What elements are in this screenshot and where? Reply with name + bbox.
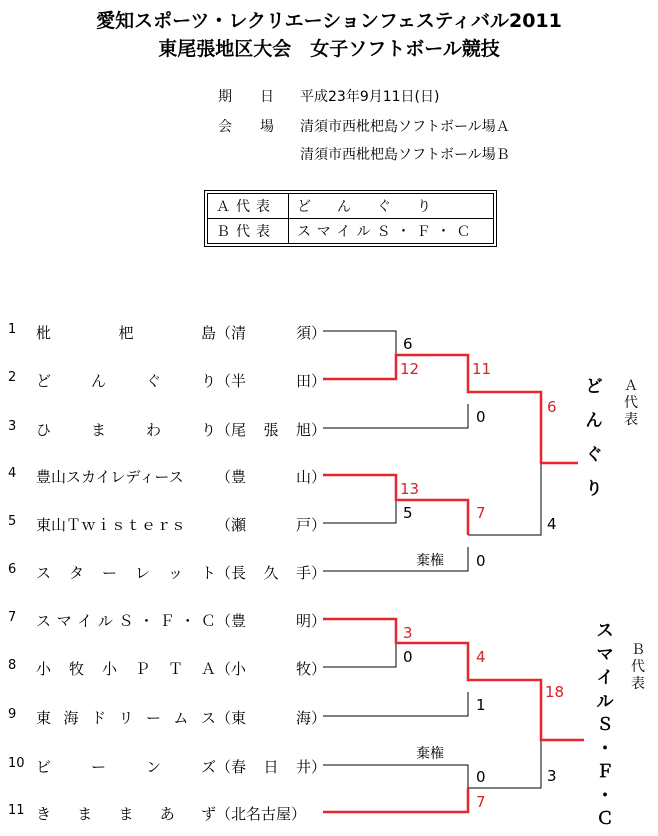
team-name: 東 海 ド リ ー ム ス (36, 709, 216, 727)
forfeit-label-2: 棄権 (416, 746, 444, 762)
bracket-line (323, 547, 468, 571)
team-number: 8 (8, 658, 17, 673)
score-m5-bot: 0 (403, 648, 413, 666)
score-m2-bot: 0 (476, 408, 486, 426)
score-m7-top: 0 (476, 768, 486, 786)
team-number: 5 (8, 514, 17, 529)
winner-a-label: Ａ 代 表 (624, 378, 638, 428)
venue-a: 清須市西枇杷島ソフトボール場Ａ (300, 119, 510, 135)
team-location: （瀬 戸） (216, 516, 326, 534)
team-number: 2 (8, 370, 17, 385)
team-number: 11 (8, 803, 25, 818)
team-location: （東 海） (216, 709, 326, 727)
winner-line (323, 355, 578, 463)
score-m7-bot: 7 (476, 793, 486, 811)
score-m6-top: 4 (476, 648, 486, 666)
bracket-line (323, 692, 468, 716)
bracket-line (468, 463, 541, 535)
team-location: （清 須） (216, 324, 326, 342)
team-name: ビ ー ン ズ (36, 758, 216, 776)
score-m2-top: 11 (472, 360, 492, 378)
forfeit-label: 棄権 (416, 553, 444, 569)
winner-line (323, 788, 468, 812)
team-name: 枇 杷 島 (36, 324, 216, 342)
team-location: （小 牧） (216, 660, 326, 678)
winner-line (323, 619, 584, 740)
rep-a-team: ど ん ぐ り (289, 194, 494, 219)
rep-b-team: スマイルＳ・Ｆ・Ｃ (289, 219, 494, 244)
bracket-line (323, 765, 468, 790)
score-m4-bot: 0 (476, 552, 486, 570)
bracket-line (323, 643, 396, 667)
winner-a-team: ど ん ぐ り (585, 377, 603, 499)
team-name: ひ ま わ り (36, 421, 216, 439)
score-semi-a-bot: 4 (547, 515, 557, 533)
score-m6-bot: 1 (476, 696, 486, 714)
team-number: 3 (8, 419, 17, 434)
score-m5-top: 3 (403, 624, 413, 642)
score-semi-a-top: 6 (547, 398, 557, 416)
team-location: （豊 明） (216, 612, 326, 630)
team-name: 東山Ｔｗｉｓｔｅｒｓ (36, 516, 187, 534)
team-name: 豊山スカイレディース (36, 468, 184, 486)
score-m1-bot: 12 (400, 360, 420, 378)
team-location: （豊 山） (216, 468, 326, 486)
team-name: き ま ま あ ず (36, 805, 216, 823)
winner-b-label: Ｂ 代 表 (631, 642, 645, 692)
bracket-line (323, 404, 468, 428)
score-semi-b-top: 18 (545, 683, 565, 701)
score-semi-b-bot: 3 (547, 767, 557, 785)
venue-label: 会 場 (218, 119, 274, 135)
team-number: 4 (8, 466, 17, 481)
bracket-line (323, 331, 396, 355)
team-number: 7 (8, 610, 17, 625)
team-name: ス マ イ ル Ｓ ・ Ｆ ・ Ｃ (36, 612, 216, 630)
score-m1-top: 6 (403, 335, 413, 353)
rep-b-label: Ｂ代表 (208, 219, 289, 244)
bracket-line (323, 500, 396, 523)
team-number: 10 (8, 756, 25, 771)
team-name: ど ん ぐ り (36, 372, 216, 390)
date-value: 平成23年9月11日(日) (300, 89, 440, 105)
team-location: （春 日 井） (216, 758, 326, 776)
team-name: 小 牧 小 Ｐ Ｔ Ａ (36, 660, 216, 678)
team-number: 1 (8, 322, 17, 337)
team-location: （北名古屋） (216, 805, 307, 823)
team-number: 9 (8, 707, 17, 722)
rep-a-label: Ａ代表 (208, 194, 289, 219)
winner-b-team: ス マ イ ル Ｓ ・ Ｆ ・ Ｃ (596, 621, 614, 829)
team-name: ス タ ー レ ッ ト (36, 564, 216, 582)
score-m3-top: 13 (400, 480, 420, 498)
page-subtitle: 東尾張地区大会 女子ソフトボール競技 (158, 38, 500, 60)
venue-b: 清須市西枇杷島ソフトボール場Ｂ (300, 147, 510, 163)
team-location: （半 田） (216, 372, 326, 390)
score-m4-top: 7 (476, 504, 486, 522)
score-m3-bot: 5 (403, 504, 413, 522)
team-location: （尾 張 旭） (216, 421, 326, 439)
team-location: （長 久 手） (216, 564, 326, 582)
page-title: 愛知スポーツ・レクリエーションフェスティバル2011 (96, 10, 562, 32)
date-label: 期 日 (218, 89, 274, 105)
team-number: 6 (8, 562, 17, 577)
